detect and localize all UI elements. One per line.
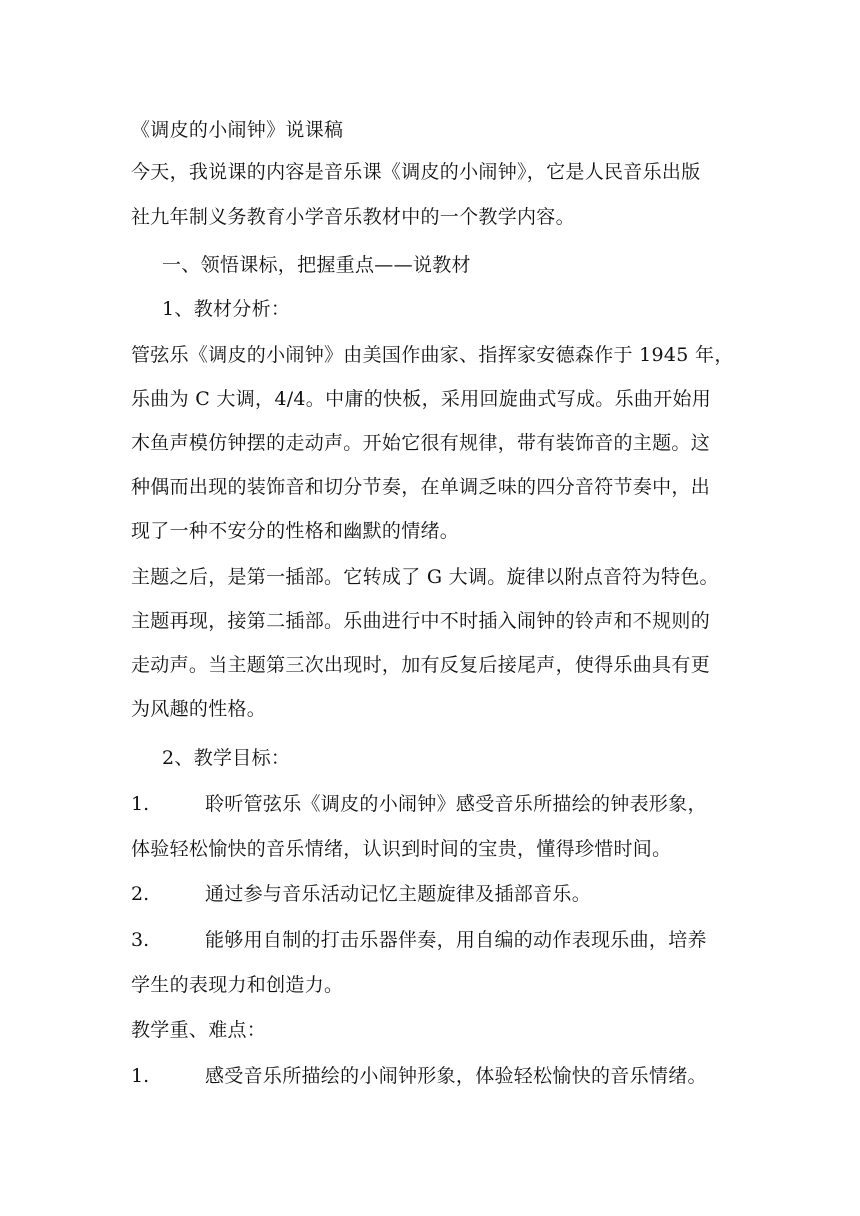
key-point-text: 感受音乐所描绘的小闹钟形象，体验轻松愉快的音乐情绪。 bbox=[205, 1065, 707, 1087]
intro-line: 今天，我说课的内容是音乐课《调皮的小闹钟》，它是人民音乐出版 bbox=[131, 161, 701, 183]
goal-text: 通过参与音乐活动记忆主题旋律及插部音乐。 bbox=[205, 883, 592, 905]
paragraph-line: 现了一种不安分的性格和幽默的情绪。 bbox=[131, 520, 460, 542]
paragraph-line: 主题之后，是第一插部。它转成了 G 大调。旋律以附点音符为特色。 bbox=[131, 566, 719, 588]
key-point-number: 1. bbox=[131, 1065, 150, 1087]
key-points-heading: 教学重、难点： bbox=[131, 1019, 267, 1041]
subsection-heading: 2、教学目标： bbox=[162, 747, 291, 769]
paragraph-line: 管弦乐《调皮的小闹钟》由美国作曲家、指挥家安德森作于 1945 年， bbox=[131, 344, 734, 366]
section-heading: 一、领悟课标，把握重点——说教材 bbox=[162, 254, 471, 276]
goal-number: 3. bbox=[131, 929, 150, 951]
paragraph-line: 种偶而出现的装饰音和切分节奏，在单调乏味的四分音符节奏中，出 bbox=[131, 476, 711, 498]
intro-line: 社九年制义务教育小学音乐教材中的一个教学内容。 bbox=[131, 206, 575, 228]
goal-text: 聆听管弦乐《调皮的小闹钟》感受音乐所描绘的钟表形象， bbox=[205, 793, 707, 815]
goal-number: 2. bbox=[131, 883, 150, 905]
paragraph-line: 木鱼声模仿钟摆的走动声。开始它很有规律，带有装饰音的主题。这 bbox=[131, 432, 711, 454]
paragraph-line: 为风趣的性格。 bbox=[131, 698, 267, 720]
paragraph-line: 主题再现，接第二插部。乐曲进行中不时插入闹钟的铃声和不规则的 bbox=[131, 610, 711, 632]
paragraph-line: 走动声。当主题第三次出现时，加有反复后接尾声，使得乐曲具有更 bbox=[131, 654, 711, 676]
goal-text: 学生的表现力和创造力。 bbox=[131, 974, 344, 996]
goal-text: 能够用自制的打击乐器伴奏，用自编的动作表现乐曲，培养 bbox=[205, 929, 707, 951]
subsection-heading: 1、教材分析： bbox=[162, 298, 291, 320]
paragraph-line: 乐曲为 C 大调，4/4。中庸的快板，采用回旋曲式写成。乐曲开始用 bbox=[131, 388, 712, 410]
goal-number: 1. bbox=[131, 793, 150, 815]
goal-text: 体验轻松愉快的音乐情绪，认识到时间的宝贵，懂得珍惜时间。 bbox=[131, 838, 672, 860]
document-title: 《调皮的小闹钟》说课稿 bbox=[131, 119, 344, 141]
